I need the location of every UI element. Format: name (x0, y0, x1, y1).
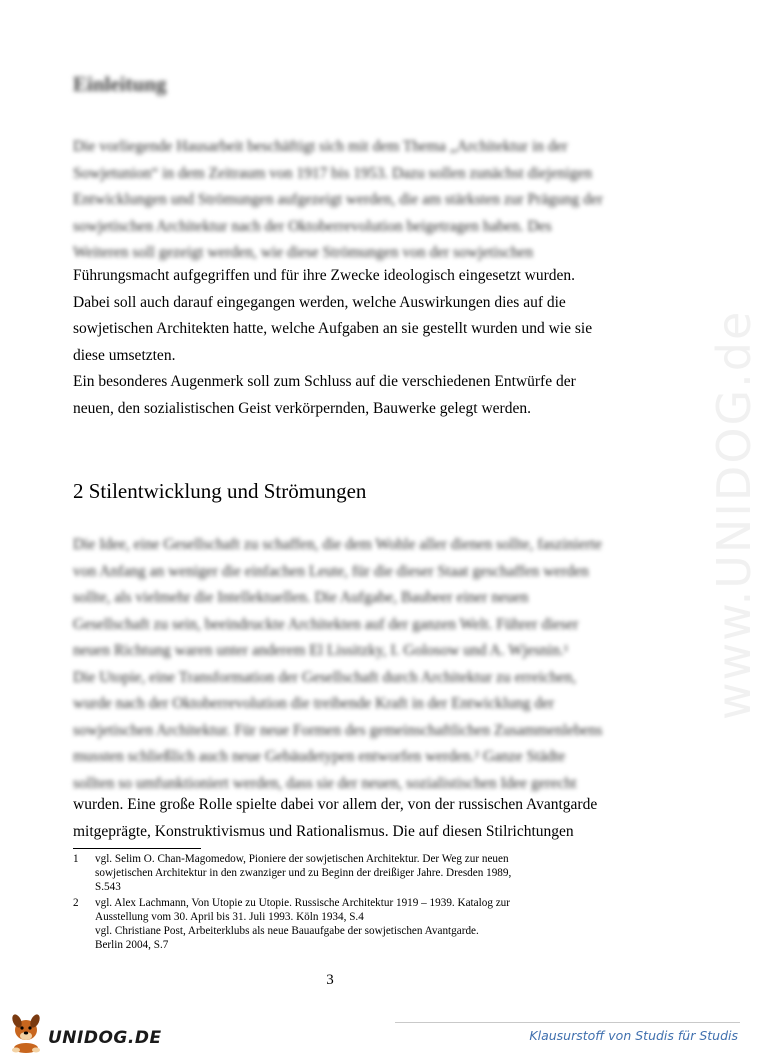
footnote-separator (73, 848, 201, 849)
footnote-line: sowjetischen Architektur in den zwanziger und zu Beginn der dreißiger Jahre. Dresden 1989, (95, 867, 512, 879)
unidog-logo[interactable] (6, 1008, 162, 1054)
footnote-line: vgl. Alex Lachmann, Von Utopie zu Utopie. Russische Architektur 1919 – 1939. Katalog zur (95, 897, 511, 909)
dog-icon (6, 1008, 50, 1054)
text-line: Gesellschaft zu sein, beeindruckte Architekten auf der ganzen Welt. Führer dieser (73, 615, 579, 633)
footer-divider (395, 1022, 740, 1023)
section2-blurred-paragraph (73, 532, 603, 797)
section2-paragraph (73, 792, 598, 845)
intro-heading: Einleitung (73, 72, 167, 96)
intro-paragraph (73, 263, 593, 422)
footnotes (73, 852, 593, 954)
footnote-line: vgl. Selim O. Chan-Magomedow, Pioniere der sowjetischen Architektur. Der Weg zur neuen (95, 853, 509, 865)
text-line: Führungsmacht aufgegriffen und für ihre Zwecke ideologisch eingesetzt wurden. (73, 267, 576, 284)
text-line: sollten so umfunktioniert werden, dass sie der neuen, sozialistischen Idee gerecht (73, 774, 577, 792)
text-line: sowjetischen Architektur nach der Oktoberrevolution beigetragen haben. Des (73, 217, 552, 235)
text-line: Die vorliegende Hausarbeit beschäftigt sich mit dem Thema „Architektur in der (73, 138, 568, 155)
watermark: www.UNIDOG.de (707, 309, 761, 720)
section-heading: 2 Stilentwicklung und Strömungen (73, 479, 367, 503)
text-line: Die Idee, eine Gesellschaft zu schaffen, die dem Wohle aller dienen sollte, faszinierte (73, 536, 602, 553)
text-line: Entwicklungen und Strömungen aufgezeigt werden, die am stärksten zur Prägung der (73, 191, 603, 208)
text-line: diese umsetzten. (73, 346, 176, 364)
text-line: sowjetischen Architektur. Für neue Formen des gemeinschaftlichen Zusammenlebens (73, 721, 603, 739)
text-line: mussten schließlich auch neue Gebäudetypen entworfen werden.² Ganze Städte (73, 748, 566, 765)
text-line: Dabei soll auch darauf eingegangen werden, welche Auswirkungen dies auf die (73, 293, 566, 311)
intro-blurred-paragraph (73, 134, 603, 267)
text-line: neuen Richtung waren unter anderem El Lissitzky, I. Golosow und A. Wjesnin.¹ (73, 642, 569, 659)
text-line: sollte, als vielmehr die Intellektuellen. Die Aufgabe, Baubeer einer neuen (73, 589, 529, 606)
text-line: mitgeprägte, Konstruktivismus und Rationalismus. Die auf diesen Stilrichtungen (73, 822, 574, 840)
text-line: sowjetischen Architekten hatte, welche Aufgaben an sie gestellt wurden und wie sie (73, 320, 593, 337)
text-line: wurde nach der Oktoberrevolution die treibende Kraft in der Entwicklung der (73, 695, 555, 712)
footnote-number: 1 (73, 853, 79, 865)
text-line: neuen, den sozialistischen Geist verkörpernden, Bauwerke gelegt werden. (73, 399, 531, 417)
text-line: von Anfang an weniger die einfachen Leute, für die dieser Staat geschaffen werden (73, 562, 589, 580)
text-line: Die Utopie, eine Transformation der Gesellschaft durch Architektur zu erreichen, (73, 668, 577, 686)
text-line: Weiteren soll gezeigt werden, wie diese Strömungen von der sowjetischen (73, 244, 534, 261)
footnote (73, 852, 593, 894)
footnote-line: Berlin 2004, S.7 (95, 939, 169, 951)
footnote-line: vgl. Christiane Post, Arbeiterklubs als neue Bauaufgabe der sowjetischen Avantgarde. (95, 925, 479, 937)
page-number: 3 (326, 972, 334, 988)
text-line: wurden. Eine große Rolle spielte dabei vor allem der, von der russischen Avantgarde (73, 796, 598, 813)
footnote-line: S.543 (95, 881, 121, 893)
tagline: Klausurstoff von Studis für Studis (529, 1028, 738, 1043)
footnote-line: Ausstellung vom 30. April bis 31. Juli 1993. Köln 1934, S.4 (95, 911, 364, 923)
footnote (73, 896, 593, 952)
text-line: Sowjetunion“ in dem Zeitraum von 1917 bis 1953. Dazu sollen zunächst diejenigen (73, 164, 593, 182)
text-line: Ein besonderes Augenmerk soll zum Schluss auf die verschiedenen Entwürfe der (73, 373, 576, 390)
footnote-number: 2 (73, 897, 79, 909)
logo-text: UNIDOG.DE (48, 1028, 162, 1048)
